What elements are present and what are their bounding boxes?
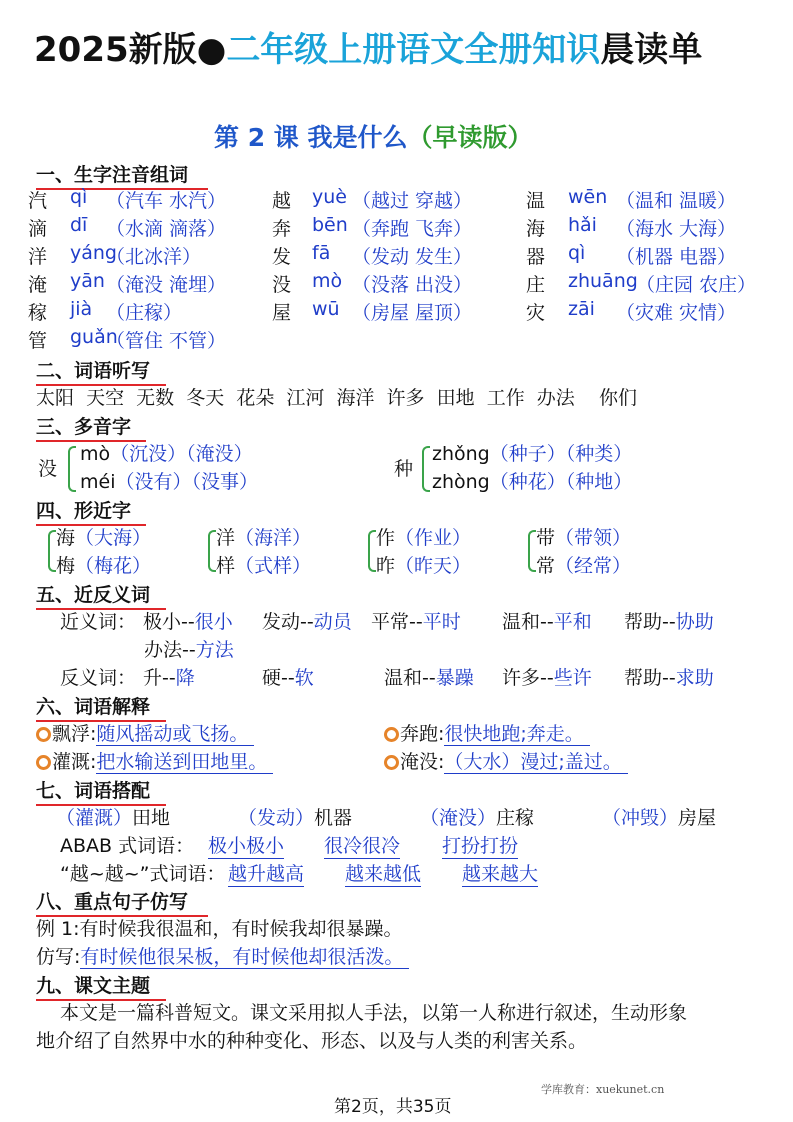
similar-char-entry	[376, 551, 471, 578]
similar-word: （式样）	[235, 555, 312, 577]
char-words: （水滴 滴落）	[106, 218, 227, 240]
explanation-text: 很快地跑;奔走。	[444, 723, 589, 746]
char-words: （海水 大海）	[616, 218, 737, 240]
similar-char-entry	[216, 551, 311, 578]
lesson-title	[214, 118, 533, 154]
lesson-title-main: 第 2 课 我是什么	[214, 123, 408, 152]
pair-target: 求助	[675, 667, 714, 689]
char-glyph: 海	[526, 218, 546, 240]
brace-icon	[422, 446, 430, 492]
char-words: （发动 发生）	[352, 246, 473, 268]
pair-target: 降	[175, 667, 195, 689]
pair-source: 平常--	[371, 611, 423, 633]
synonym-pair	[143, 607, 233, 634]
collocation-noun: 房屋	[678, 807, 717, 829]
char-pinyin: fā	[312, 242, 331, 264]
similar-char-entry	[376, 523, 471, 550]
char-pinyin: hǎi	[568, 214, 597, 236]
explanation-text: （大水）漫过;盖过。	[444, 751, 627, 774]
pair-target: 软	[294, 667, 314, 689]
pair-source: 温和--	[384, 667, 436, 689]
char-pinyin: zhuāng	[568, 270, 638, 292]
dictation-words: 太阳 天空 无数 冬天 花朵 江河 海洋 许多 田地 工作 办法 你们	[36, 387, 637, 409]
char-pinyin: dī	[70, 214, 88, 236]
synonyms-label: 近义词：	[60, 611, 137, 633]
collocation-noun: 庄稼	[496, 807, 535, 829]
brace-icon	[68, 446, 76, 492]
char-pinyin: wēn	[568, 186, 608, 208]
char-glyph: 稼	[28, 302, 48, 324]
char-glyph: 滴	[28, 218, 48, 240]
section-heading-9: 九、课文主题	[36, 971, 166, 1001]
char-words: （房屋 屋顶）	[352, 302, 473, 324]
explanation-item	[384, 719, 590, 746]
pair-source: 极小--	[143, 611, 195, 633]
char-glyph: 洋	[28, 246, 48, 268]
polyphone-reading: mò（沉没）（淹没）	[80, 443, 253, 465]
pair-target: 平和	[553, 611, 592, 633]
abab-label: ABAB 式词语：	[60, 835, 195, 857]
char-pinyin: qì	[70, 186, 88, 208]
collocation-verb: （灌溉）	[56, 807, 133, 829]
similar-word: （经常）	[555, 555, 632, 577]
similar-word: （昨天）	[395, 555, 472, 577]
document-header	[34, 22, 702, 71]
example-sentence: 例 1:有时候我很温和，有时候我却很暴躁。	[36, 918, 403, 940]
char-pinyin: bēn	[312, 214, 348, 236]
similar-char-entry	[56, 523, 151, 550]
header-year: 2025新版	[34, 30, 197, 70]
char-words: （汽车 水汽）	[106, 190, 227, 212]
collocation-verb: （淹没）	[420, 807, 497, 829]
header-main: 二年级上册语文全册知识	[226, 30, 601, 70]
antonym-pair	[262, 663, 314, 690]
similar-char-entry	[536, 551, 631, 578]
char-words: （庄稼）	[106, 302, 183, 324]
polyphone-char: 种	[394, 458, 414, 480]
yue-word: 越升越高	[228, 859, 304, 887]
pair-target: 方法	[195, 639, 234, 661]
pair-source: 硬--	[262, 667, 295, 689]
synonym-pair	[371, 607, 461, 634]
char-pinyin: yān	[70, 270, 105, 292]
collocation-item	[420, 803, 534, 830]
imitation-sentence	[36, 942, 409, 969]
char-pinyin: zāi	[568, 298, 595, 320]
antonym-pair	[502, 663, 592, 690]
yue-label: “越~越~”式词语：	[60, 863, 226, 885]
similar-word: （大海）	[75, 527, 152, 549]
char-words: （北冰洋）	[106, 246, 202, 268]
pair-target: 平时	[422, 611, 461, 633]
similar-char: 样	[216, 555, 236, 577]
char-words: （灾难 灾情）	[616, 302, 737, 324]
similar-char: 昨	[376, 555, 396, 577]
explained-word: 飘浮:	[52, 723, 97, 745]
synonym-pair	[262, 607, 352, 634]
collocation-item	[56, 803, 170, 830]
synonym-pair	[624, 607, 714, 634]
explanation-text: 把水输送到田地里。	[96, 751, 273, 774]
similar-char-entry	[216, 523, 311, 550]
char-words: （没落 出没）	[352, 274, 473, 296]
theme-text-line-2: 地介绍了自然界中水的种种变化、形态、以及与人类的利害关系。	[36, 1030, 588, 1052]
pair-target: 协助	[675, 611, 714, 633]
char-glyph: 屋	[272, 302, 292, 324]
char-glyph: 器	[526, 246, 546, 268]
explained-word: 淹没:	[400, 751, 445, 773]
explanation-item	[36, 747, 273, 774]
char-glyph: 奔	[272, 218, 292, 240]
pair-target: 很小	[194, 611, 233, 633]
collocation-verb: （发动）	[238, 807, 315, 829]
similar-char-entry	[536, 523, 631, 550]
pair-target: 些许	[553, 667, 592, 689]
explanation-item	[384, 747, 628, 774]
pair-source: 发动--	[262, 611, 314, 633]
antonyms-label: 反义词：	[60, 667, 137, 689]
char-pinyin: wū	[312, 298, 340, 320]
char-glyph: 发	[272, 246, 292, 268]
explained-word: 灌溉:	[52, 751, 97, 773]
char-pinyin: jià	[70, 298, 93, 320]
pair-target: 动员	[313, 611, 352, 633]
section-heading-1: 一、生字注音组词	[36, 160, 208, 190]
pair-target: 暴躁	[435, 667, 474, 689]
char-words: （奔跑 飞奔）	[352, 218, 473, 240]
char-pinyin: yáng	[70, 242, 117, 264]
imitation-label: 仿写:	[36, 946, 81, 968]
synonym-pair	[502, 607, 592, 634]
antonym-pair	[384, 663, 474, 690]
pair-source: 帮助--	[624, 667, 676, 689]
similar-char: 海	[56, 527, 76, 549]
pair-source: 许多--	[502, 667, 554, 689]
char-words: （淹没 淹埋）	[106, 274, 227, 296]
explanation-item	[36, 719, 254, 746]
char-glyph: 温	[526, 190, 546, 212]
char-words: （庄园 农庄）	[636, 274, 757, 296]
pair-source: 帮助--	[624, 611, 676, 633]
section-heading-2: 二、词语听写	[36, 356, 166, 386]
explanation-text: 随风摇动或飞扬。	[96, 723, 254, 746]
section-heading-3: 三、多音字	[36, 412, 146, 442]
similar-char: 洋	[216, 527, 236, 549]
circle-bullet-icon	[384, 727, 399, 742]
brace-icon	[528, 530, 536, 572]
similar-char-entry	[56, 551, 151, 578]
collocation-noun: 机器	[314, 807, 353, 829]
abab-word: 很冷很冷	[324, 831, 400, 859]
char-words: （温和 温暖）	[616, 190, 737, 212]
pair-source: 升--	[143, 667, 176, 689]
circle-bullet-icon	[384, 755, 399, 770]
header-bullet: ●	[196, 30, 227, 70]
brace-icon	[48, 530, 56, 572]
char-glyph: 没	[272, 274, 292, 296]
brace-icon	[368, 530, 376, 572]
collocation-noun: 田地	[132, 807, 171, 829]
section-heading-6: 六、词语解释	[36, 692, 166, 722]
abab-word: 极小极小	[208, 831, 284, 859]
char-pinyin: mò	[312, 270, 343, 292]
collocation-item	[238, 803, 352, 830]
char-glyph: 庄	[526, 274, 546, 296]
char-glyph: 管	[28, 330, 48, 352]
polyphone-reading: zhǒng（种子）（种类）	[432, 443, 633, 465]
theme-text-line-1: 本文是一篇科普短文。课文采用拟人手法，以第一人称进行叙述，生动形象	[60, 1002, 688, 1024]
synonym-pair	[144, 635, 234, 662]
similar-char: 作	[376, 527, 396, 549]
section-heading-4: 四、形近字	[36, 496, 146, 526]
pair-source: 办法--	[144, 639, 196, 661]
char-glyph: 灾	[526, 302, 546, 324]
char-words: （管住 不管）	[106, 330, 227, 352]
char-glyph: 越	[272, 190, 292, 212]
polyphone-char: 没	[38, 458, 58, 480]
abab-word: 打扮打扮	[442, 831, 518, 859]
antonym-pair	[143, 663, 195, 690]
similar-word: （作业）	[395, 527, 472, 549]
char-glyph: 汽	[28, 190, 48, 212]
char-pinyin: qì	[568, 242, 586, 264]
similar-word: （梅花）	[75, 555, 152, 577]
similar-word: （海洋）	[235, 527, 312, 549]
yue-word: 越来越大	[462, 859, 538, 887]
antonym-pair	[624, 663, 714, 690]
similar-char: 常	[536, 555, 556, 577]
brace-icon	[208, 530, 216, 572]
similar-char: 梅	[56, 555, 76, 577]
char-pinyin: guǎn	[70, 326, 118, 348]
char-glyph: 淹	[28, 274, 48, 296]
yue-word: 越来越低	[345, 859, 421, 887]
char-words: （机器 电器）	[616, 246, 737, 268]
pair-source: 温和--	[502, 611, 554, 633]
section-heading-7: 七、词语搭配	[36, 776, 166, 806]
lesson-subtitle: （早读版）	[407, 123, 533, 152]
header-tail: 晨读单	[600, 30, 703, 70]
section-heading-5: 五、近反义词	[36, 580, 166, 610]
polyphone-reading: zhòng（种花）（种地）	[432, 471, 633, 493]
page-number: 第2页，共35页	[334, 1097, 452, 1117]
imitation-text: 有时候他很呆板，有时候他却很活泼。	[80, 946, 409, 969]
char-words: （越过 穿越）	[352, 190, 473, 212]
circle-bullet-icon	[36, 755, 51, 770]
similar-char: 带	[536, 527, 556, 549]
watermark: 学库教育：xuekunet.cn	[541, 1083, 665, 1096]
circle-bullet-icon	[36, 727, 51, 742]
similar-word: （带领）	[555, 527, 632, 549]
collocation-item	[602, 803, 716, 830]
explained-word: 奔跑:	[400, 723, 445, 745]
char-pinyin: yuè	[312, 186, 347, 208]
polyphone-reading: méi（没有）（没事）	[80, 471, 258, 493]
collocation-verb: （冲毁）	[602, 807, 679, 829]
section-heading-8: 八、重点句子仿写	[36, 887, 208, 917]
